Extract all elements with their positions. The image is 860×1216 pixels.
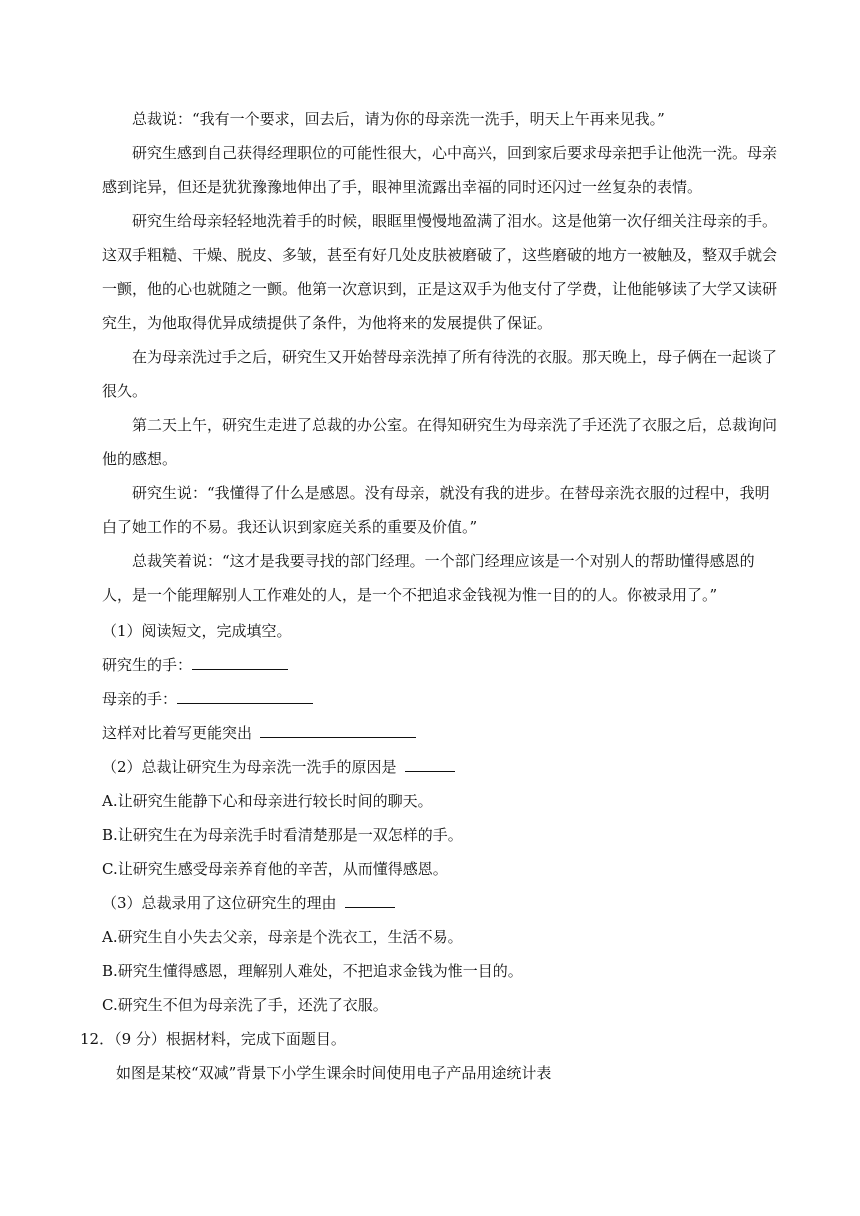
fill-label: 母亲的手： bbox=[102, 690, 178, 708]
fill-label: 研究生的手： bbox=[102, 656, 193, 674]
question-2-option-c: C.让研究生感受母亲养育他的辛苦，从而懂得感恩。 bbox=[102, 860, 448, 878]
question-12-heading: （9 分）根据材料，完成下面题目。 bbox=[114, 1030, 346, 1048]
answer-blank[interactable] bbox=[405, 757, 455, 772]
question-2-stem: （2）总裁让研究生为母亲洗一洗手的原因是 bbox=[102, 758, 397, 776]
passage-paragraph-6: 研究生说：“我懂得了什么是感恩。没有母亲，就没有我的进步。在替母亲洗衣服的过程中，我明白了她工作的不易。我还认识到家庭关系的重要及价值。” bbox=[102, 484, 770, 536]
passage-paragraph-5: 第二天上午，研究生走进了总裁的办公室。在得知研究生为母亲洗了手还洗了衣服之后，总裁询问他的感想。 bbox=[102, 416, 778, 468]
question-2-title bbox=[102, 757, 455, 777]
question-2-option-b: B.让研究生在为母亲洗手时看清楚那是一双怎样的手。 bbox=[102, 826, 463, 844]
question-1-fill-mother-hand bbox=[102, 689, 313, 709]
question-3-stem: （3）总裁录用了这位研究生的理由 bbox=[102, 894, 337, 912]
answer-blank[interactable] bbox=[345, 893, 395, 908]
fill-label: 这样对比着写更能突出 bbox=[102, 724, 253, 742]
passage-paragraph-1: 总裁说：“我有一个要求，回去后，请为你的母亲洗一洗手，明天上午再来见我。” bbox=[132, 110, 665, 128]
question-12-header bbox=[80, 1029, 346, 1049]
question-3-option-a: A.研究生自小失去父亲，母亲是个洗衣工，生活不易。 bbox=[102, 928, 463, 946]
question-1-fill-contrast bbox=[102, 723, 416, 743]
question-12-intro: 如图是某校“双减”背景下小学生课余时间使用电子产品用途统计表 bbox=[116, 1064, 552, 1082]
question-number: 12． bbox=[80, 1030, 115, 1048]
question-3-option-c: C.研究生不但为母亲洗了手，还洗了衣服。 bbox=[102, 996, 388, 1014]
question-1-title: （1）阅读短文，完成填空。 bbox=[102, 622, 292, 640]
passage-paragraph-7: 总裁笑着说：“这才是我要寻找的部门经理。一个部门经理应该是一个对别人的帮助懂得感恩的人，是一个能理解别人工作难处的人，是一个不把追求金钱视为惟一目的的人。你被录用了。” bbox=[102, 552, 755, 604]
answer-blank[interactable] bbox=[192, 655, 288, 670]
question-3-title bbox=[102, 893, 395, 913]
question-2-option-a: A.让研究生能静下心和母亲进行较长时间的聊天。 bbox=[102, 792, 433, 810]
passage-paragraph-2: 研究生感到自己获得经理职位的可能性很大，心中高兴，回到家后要求母亲把手让他洗一洗。母亲感到诧异，但还是犹犹豫豫地伸出了手，眼神里流露出幸福的同时还闪过一丝复杂的表情。 bbox=[102, 144, 778, 196]
answer-blank[interactable] bbox=[177, 689, 313, 704]
passage-paragraph-4: 在为母亲洗过手之后，研究生又开始替母亲洗掉了所有待洗的衣服。那天晚上，母子俩在一起谈了很久。 bbox=[102, 348, 778, 400]
question-3-option-b: B.研究生懂得感恩，理解别人难处，不把追求金钱为惟一目的。 bbox=[102, 962, 523, 980]
answer-blank[interactable] bbox=[260, 723, 416, 738]
question-1-fill-student-hand bbox=[102, 655, 288, 675]
passage-paragraph-3: 研究生给母亲轻轻地洗着手的时候，眼眶里慢慢地盈满了泪水。这是他第一次仔细关注母亲的手。这双手粗糙、干燥、脱皮、多皱，甚至有好几处皮肤被磨破了，这些磨破的地方一被触及，整双手就会一颤，他的心也就随之一颤。他第一次意识到，正是这双手为他支付了学费，让他能够读了大学又读研究生，为他取得优异成绩提供了条件，为他将来的发展提供了保证。 bbox=[102, 212, 778, 332]
